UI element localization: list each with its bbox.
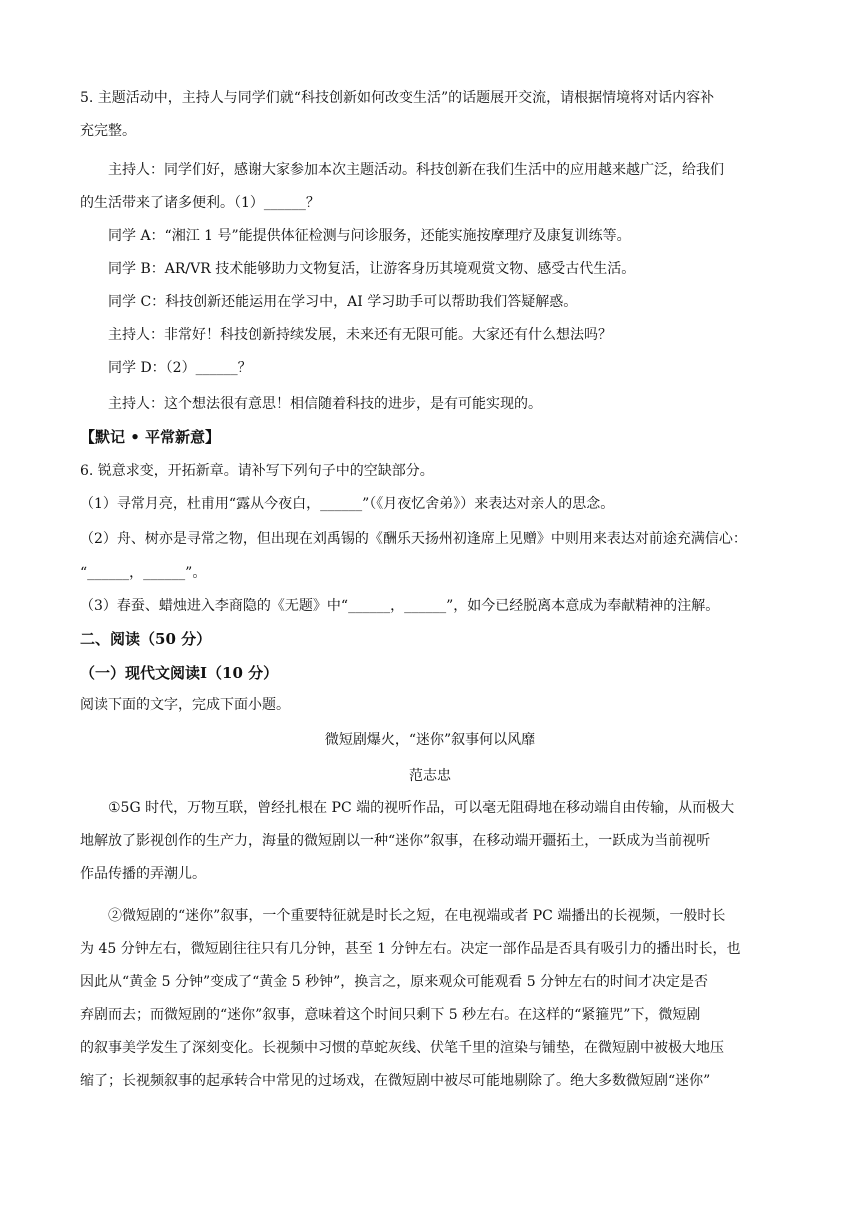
q5-stem-line2: 充完整。 xyxy=(80,123,136,139)
article-author: 范志忠 xyxy=(409,768,451,784)
article-p2-line4: 弃剧而去；而微短剧的“迷你”叙事，意味着这个时间只剩下 5 秒左右。在这样的“紧箍咒”下，微短剧 xyxy=(80,1007,701,1023)
q6-item-3: （3）春蚕、蜡烛进入李商隐的《无题》中“______，______”，如今已经脱离本意成为奉献精神的注解。 xyxy=(80,598,720,614)
article-p2-line2: 为 45 分钟左右，微短剧往往只有几分钟，甚至 1 分钟左右。决定一部作品是否具有吸引力的播出时长，也 xyxy=(80,941,741,957)
article-p2-line1: ②微短剧的“迷你”叙事，一个重要特征就是时长之短，在电视端或者 PC 端播出的长视频，一般时长 xyxy=(108,908,726,924)
q5-host-line3: 主持人：这个想法很有意思！相信随着科技的进步，是有可能实现的。 xyxy=(108,396,542,412)
q5-stem-line1: 5. 主题活动中，主持人与同学们就“科技创新如何改变生活”的话题展开交流，请根据情境将对话内容补 xyxy=(80,90,715,106)
q5-host-line1b: 的生活带来了诸多便利。（1）______？ xyxy=(80,195,320,211)
article-title: 微短剧爆火，“迷你”叙事何以风靡 xyxy=(324,732,536,748)
article-p1-line1: ①5G 时代，万物互联，曾经扎根在 PC 端的视听作品，可以毫无阻碍地在移动端自由传输，从而极大 xyxy=(108,800,735,816)
q5-student-a: 同学 A：“湘江 1 号”能提供体征检测与问诊服务，还能实施按摩理疗及康复训练等。 xyxy=(108,228,631,244)
section-heading-memory: 【默记 • 平常新意】 xyxy=(80,428,221,446)
q5-student-c: 同学 C：科技创新还能运用在学习中，AI 学习助手可以帮助我们答疑解惑。 xyxy=(108,294,578,310)
reading-instructions: 阅读下面的文字，完成下面小题。 xyxy=(80,697,290,713)
q5-student-b: 同学 B：AR/VR 技术能够助力文物复活，让游客身历其境观赏文物、感受古代生活。 xyxy=(108,261,636,277)
q5-host-line2: 主持人：非常好！科技创新持续发展，未来还有无限可能。大家还有什么想法吗？ xyxy=(108,327,612,343)
q5-student-d: 同学 D：（2）______？ xyxy=(108,360,252,376)
article-p1-line3: 作品传播的弄潮儿。 xyxy=(80,866,206,882)
section-heading-reading: 二、阅读（50 分） xyxy=(80,630,212,648)
q5-host-line1: 主持人：同学们好，感谢大家参加本次主题活动。科技创新在我们生活中的应用越来越广泛，给我们 xyxy=(108,162,724,178)
article-p2-line3: 因此从“黄金 5 分钟”变成了“黄金 5 秒钟”，换言之，原来观众可能观看 5 分钟左右的时间才决定是否 xyxy=(80,974,709,990)
q6-stem: 6. 锐意求变，开拓新章。请补写下列句子中的空缺部分。 xyxy=(80,463,434,479)
subsection-heading-modern: （一）现代文阅读Ⅰ（10 分） xyxy=(80,664,279,682)
q6-item-2-line1: （2）舟、树亦是寻常之物，但出现在刘禹锡的《酬乐天扬州初逢席上见赠》中则用来表达对前途充满信心： xyxy=(80,531,747,547)
article-p1-line2: 地解放了影视创作的生产力，海量的微短剧以一种“迷你”叙事，在移动端开疆拓土，一跃成为当前视听 xyxy=(80,833,711,849)
q6-item-1: （1）寻常月亮，杜甫用“露从今夜白，______”（《月夜忆舍弟》）来表达对亲人的思念。 xyxy=(80,496,615,512)
q6-item-2-line2: “______，______”。 xyxy=(80,565,207,581)
article-p2-line5: 的叙事美学发生了深刻变化。长视频中习惯的草蛇灰线、伏笔千里的渲染与铺垫，在微短剧中被极大地压 xyxy=(80,1040,724,1056)
article-p2-line6: 缩了；长视频叙事的起承转合中常见的过场戏，在微短剧中被尽可能地剔除了。绝大多数微短剧“迷你” xyxy=(80,1073,711,1089)
